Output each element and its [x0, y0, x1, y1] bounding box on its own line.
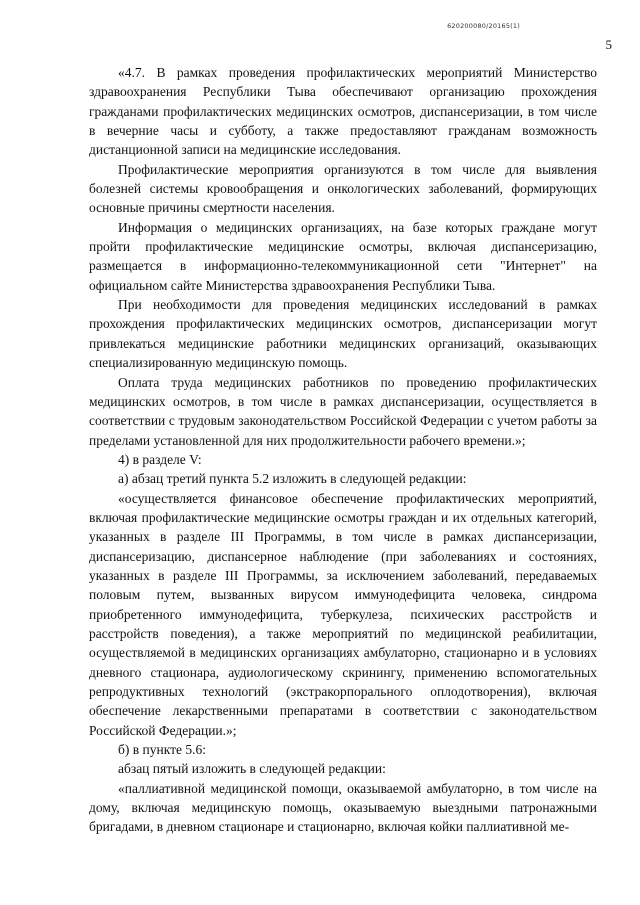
paragraph-medical-workers: При необходимости для проведения медицинских исследований в рамках прохождения профилактических медицинских осмотров, диспансеризации могут привлекаться медицинские работники медицинских организаций, оказывающих специализированную медицинскую помощь.: [89, 297, 597, 371]
paragraph-palliative: «паллиативной медицинской помощи, оказываемой амбулаторно, в том числе на дому, включая медицинскую помощь, оказываемую выездными патронажными бригадами, в дневном стационаре и стационарно, включая койки паллиативной ме-: [89, 780, 597, 835]
paragraph-section-v: 4) в разделе V:: [118, 451, 202, 467]
paragraph-4-7: «4.7. В рамках проведения профилактических мероприятий Министерство здравоохранения Республики Тыва обеспечивают организацию прохождения гражданами профилактических медицинских осмотров, диспансеризации, в том числе в вечерние часы и субботу, а также предоставляют гражданам возможность дистанционной записи на медицинские исследования.: [89, 65, 597, 158]
paragraph-item-a: а) абзац третий пункта 5.2 изложить в следующей редакции:: [118, 471, 467, 487]
paragraph-fifth-abstract: абзац пятый изложить в следующей редакции:: [118, 761, 386, 777]
paragraph-preventive-measures: Профилактические мероприятия организуются в том числе для выявления болезней системы кровообращения и онкологических заболеваний, формирующих основные причины смертности населения.: [89, 161, 597, 216]
page-number: 5: [605, 37, 612, 52]
paragraph-item-b: б) в пункте 5.6:: [118, 742, 206, 758]
paragraph-financing: «осуществляется финансовое обеспечение профилактических мероприятий, включая профилактические медицинские осмотры граждан и их отдельных категорий, указанных в разделе III Программы, в том числе в рамках диспансеризации, диспансеризацию, диспансерное наблюдение (при заболеваниях и состояниях, указанных в разделе III Программы, за исключением заболеваний, передаваемых половым путем, вызванных вирусом иммунодефицита человека, синдрома приобретенного иммунодефицита, туберкулеза, психических расстройств и расстройств поведения), а также мероприятий по медицинской реабилитации, осуществляемой в медицинских организациях амбулаторно, стационарно и в условиях дневного стационара, аудиологическому скринингу, применению вспомогательных репродуктивных технологий (экстракорпорального оплодотворения), включая обеспечение лекарственными препаратами в соответствии с законодательством Российской Федерации.»;: [89, 490, 597, 738]
paragraph-payment: Оплата труда медицинских работников по проведению профилактических медицинских осмотров, в том числе в рамках диспансеризации, осуществляется в соответствии с трудовым законодательством Российской Федерации с учетом работы за пределами установленной для них продолжительности рабочего времени.»;: [89, 374, 597, 448]
document-code: 620200080/20165(1): [447, 22, 520, 30]
paragraph-information: Информация о медицинских организациях, на базе которых граждане могут пройти профилактические медицинские осмотры, включая диспансеризацию, размещается в информационно-телекоммуникационной сети "Интернет" на официальном сайте Министерства здравоохранения Республики Тыва.: [89, 219, 597, 293]
document-body: [89, 63, 597, 837]
